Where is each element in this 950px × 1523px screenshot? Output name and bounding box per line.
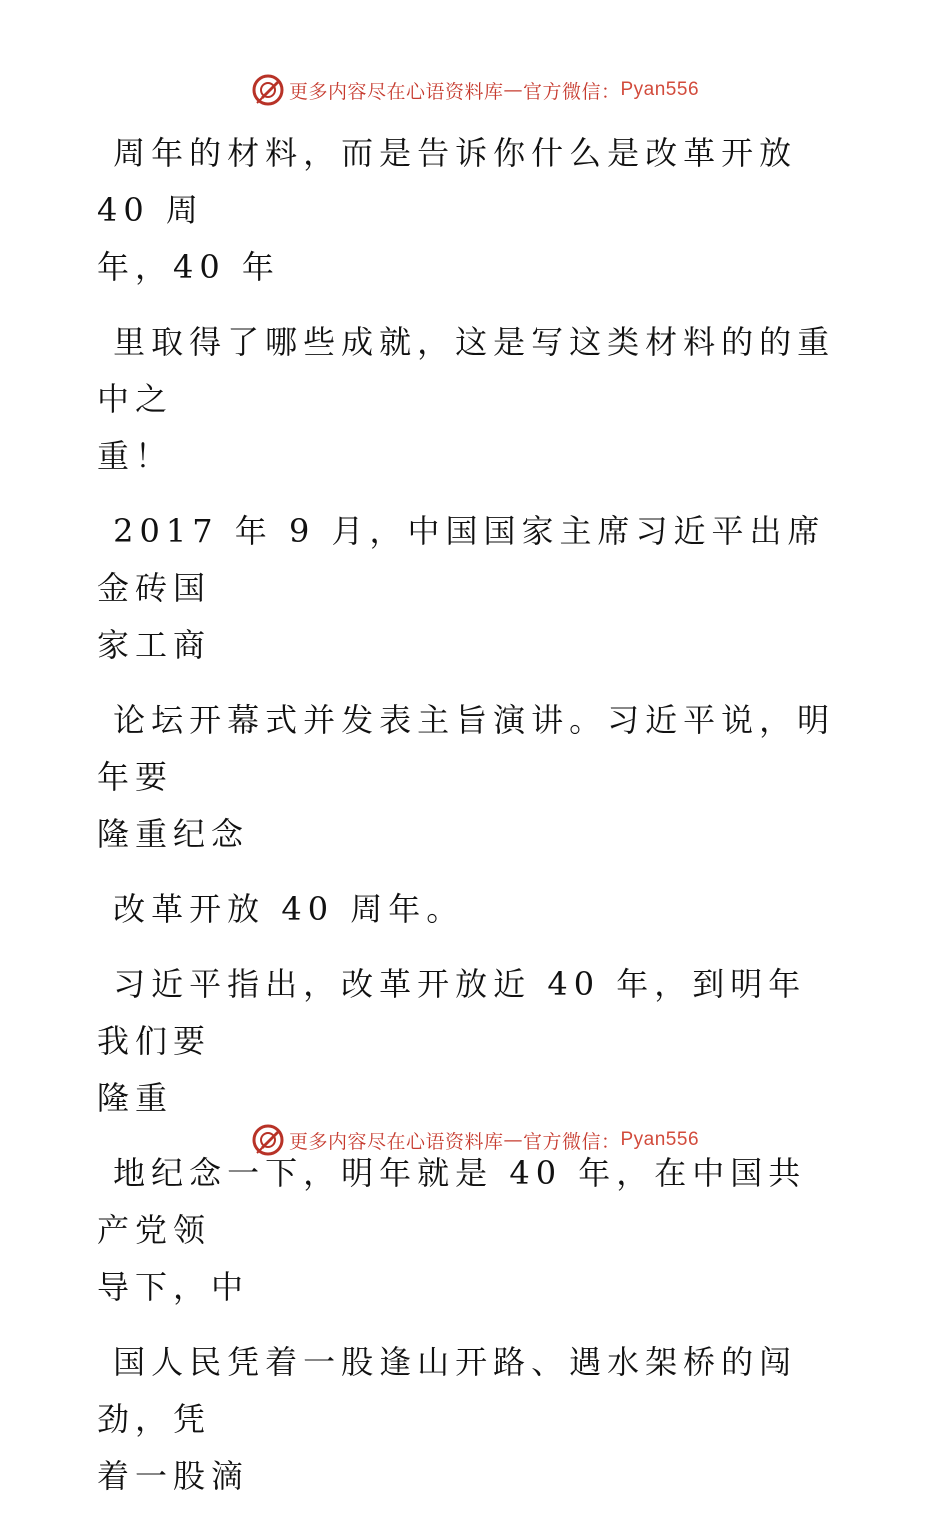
watermark-wechat-label: 官方微信： <box>522 80 621 103</box>
paragraph-1-line-2: 年，40 年 <box>97 248 280 286</box>
paragraph-7-line-1: 地纪念一下，明年就是 40 年，在中国共产党领 <box>97 1154 807 1249</box>
paragraph-2-line-1: 里取得了哪些成就，这是写这类材料的的重中之 <box>97 323 836 418</box>
document-body <box>97 125 837 1523</box>
paragraph-3-line-1: 2017 年 9 月，中国国家主席习近平出席金砖国 <box>97 512 826 607</box>
paragraph-5 <box>97 881 837 938</box>
paragraph-8 <box>97 1334 837 1505</box>
paragraph-7-line-2: 导下，中 <box>97 1268 250 1306</box>
paragraph-4 <box>97 692 837 863</box>
paragraph-1 <box>97 125 837 296</box>
watermark-main-text: 更多内容尽在心语资料库 <box>288 1130 504 1153</box>
watermark-main-text: 更多内容尽在心语资料库 <box>288 80 504 103</box>
paragraph-8-line-1: 国人民凭着一股逢山开路、遇水架桥的闯劲，凭 <box>97 1343 798 1438</box>
paragraph-4-line-2: 隆重纪念 <box>97 815 250 853</box>
paragraph-6-line-2: 隆重 <box>97 1079 174 1117</box>
paragraph-3-line-2: 家工商 <box>97 626 212 664</box>
watermark-dash: — <box>503 79 523 101</box>
watermark-wechat-id: Pyan556 <box>620 1129 700 1150</box>
pen-logo-icon <box>251 73 285 107</box>
paragraph-8-line-2: 着一股滴 <box>97 1457 250 1495</box>
paragraph-1-line-1: 周年的材料，而是告诉你什么是改革开放 40 周 <box>97 134 814 229</box>
footer-watermark <box>0 1120 950 1160</box>
paragraph-4-line-1: 论坛开幕式并发表主旨演讲。习近平说，明年要 <box>97 701 836 796</box>
paragraph-6-line-1: 习近平指出，改革开放近 40 年，到明年我们要 <box>97 965 807 1060</box>
watermark-wechat-label: 官方微信： <box>522 1130 621 1153</box>
paragraph-7 <box>97 1145 837 1316</box>
watermark-wechat-id: Pyan556 <box>620 79 700 100</box>
paragraph-3 <box>97 503 837 674</box>
paragraph-5-line-1: 改革开放 40 周年。 <box>97 890 465 928</box>
header-watermark <box>0 70 950 110</box>
paragraph-6 <box>97 956 837 1127</box>
paragraph-2 <box>97 314 837 485</box>
pen-logo-icon <box>251 1123 285 1157</box>
paragraph-2-line-2: 重！ <box>97 437 174 475</box>
watermark-dash: — <box>503 1129 523 1151</box>
